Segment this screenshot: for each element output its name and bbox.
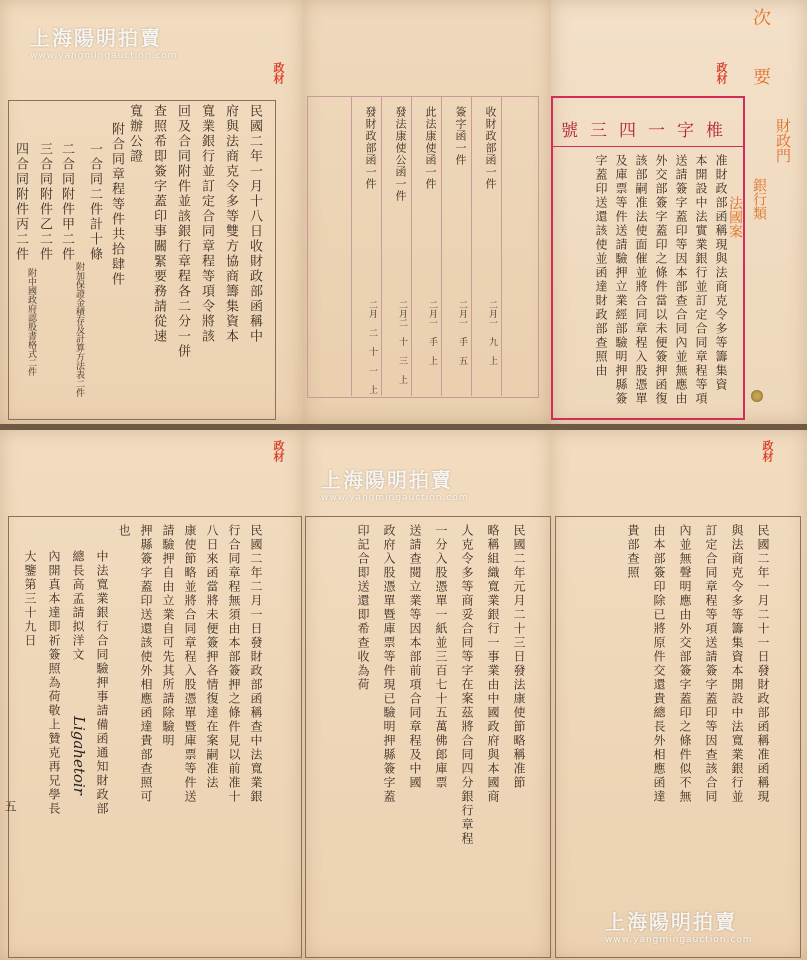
register-line — [411, 96, 412, 396]
priority-heading: 次 要 — [750, 8, 771, 95]
text-column: 送請查閱立業等因本部前項合同章程及中國 — [408, 524, 422, 790]
watermark-url: www.yangmingauction.com — [30, 51, 178, 61]
page-number: 五 — [3, 800, 17, 814]
watermark-text: 上海陽明拍賣 — [30, 26, 162, 50]
register-line — [501, 96, 502, 396]
register-entry: 收財政部函一件 — [484, 106, 497, 190]
text-column: 寬業銀行並訂定合同章程等項令將該 — [199, 104, 214, 344]
auction-watermark — [30, 22, 178, 61]
text-column: 一分入股憑單一紙並三百七十五萬佛郎庫票 — [434, 524, 448, 790]
text-column: 由本部簽印除已將原件交還貴總長外相應函達 — [652, 524, 666, 804]
text-column: 二合同附件甲二件 — [59, 142, 74, 262]
ruled-register-frame — [307, 96, 539, 398]
text-column: 字蓋印送還該使並函達財政部查照由 — [594, 154, 608, 378]
watermark-url: www.yangmingauction.com — [321, 493, 469, 503]
text-column: 押縣簽字蓋印送還該使外相應函達貴部查照可 — [139, 524, 153, 804]
text-column: 政府入股憑單暨庫票等件現已驗明押縣簽字蓋 — [382, 524, 396, 804]
red-seal-stamp: 政材 — [715, 62, 728, 84]
text-column: 總長高孟請拟洋文 — [71, 550, 85, 662]
page-top-left — [0, 0, 303, 424]
auction-watermark — [605, 906, 753, 945]
register-line — [381, 96, 382, 396]
red-seal-stamp: 政材 — [272, 62, 285, 84]
text-column: 送請簽字蓋印等因本部查合同內並無應由 — [674, 154, 688, 406]
page-bottom-right — [551, 430, 807, 960]
text-column: 准財政部函稱現與法商克令多等籌集資 — [714, 154, 728, 392]
text-column: 民國二年二月一日發財政部函稱查中法寬業銀 — [249, 524, 263, 804]
text-column: 康使節略並將合同章程入股憑單暨庫票等件送 — [183, 524, 197, 804]
text-column: 中法寬業銀行合同驗押事請備函通知財政部 — [95, 550, 109, 816]
register-entry: 簽字函一件 — [454, 106, 467, 166]
annotation-note: 附加保證金積存及計算方法表二件 — [74, 262, 84, 397]
text-column: 附合同章程等件共拾肆件 — [109, 122, 124, 287]
text-column: 內並無聲明應由外交部簽字蓋印之條件似不無 — [678, 524, 692, 804]
register-line — [471, 96, 472, 396]
department-label: 財政門 — [774, 118, 792, 163]
page-bottom-left — [0, 430, 303, 960]
text-column: 四合同附件丙二件 — [13, 142, 28, 262]
text-column: 民國二年一月十八日收財政部函稱中 — [247, 104, 262, 344]
text-column: 請驗押自由立業自可先其所請除驗明 — [161, 524, 175, 748]
text-column: 本開設中法實業銀行並訂定合同章程等項 — [694, 154, 708, 406]
register-date: 二月一 手 上 — [427, 300, 437, 365]
annotation-note: 附中國政府認股書格式二件 — [26, 268, 36, 376]
text-column: 回及合同附件並該銀行章程各二分一併 — [175, 104, 190, 359]
binding-nail — [751, 390, 763, 402]
text-column: 八日來函當將未便簽押各情復達在案嗣准法 — [205, 524, 219, 790]
handwritten-signature: Ligahetoir — [70, 716, 88, 795]
red-rule — [551, 146, 743, 147]
page-top-middle — [303, 0, 551, 424]
text-column: 外交部簽字蓋印之條件當以未便簽押函復 — [654, 154, 668, 406]
register-entry: 此法康使函一件 — [424, 106, 437, 190]
text-column: 查照希即簽字蓋印事關緊要務請從速 — [151, 104, 166, 344]
text-column: 民國二年元月二十三日發法康使節略稱准節 — [512, 524, 526, 790]
text-column: 貴部查照 — [626, 524, 640, 580]
text-column: 三合同附件乙二件 — [37, 142, 52, 262]
text-column: 大鑒第三十九日 — [23, 550, 37, 648]
register-date: 二月一 手 五 — [457, 300, 467, 365]
register-line — [351, 96, 352, 396]
red-seal-stamp: 政材 — [272, 440, 285, 462]
register-entry: 發法康使公函一件 — [394, 106, 407, 202]
register-entry: 發財政部函一件 — [364, 106, 377, 190]
text-column: 民國二年一月二十一日發財政部函稱准函稱現 — [756, 524, 770, 804]
text-column: 寬辦公證 — [127, 104, 142, 164]
text-column: 行合同章程無須由本部簽押之條件見以前准十 — [227, 524, 241, 804]
text-column: 與法商克令多等籌集資本開設中法寬業銀行並 — [730, 524, 744, 804]
register-date: 二月 二 十 一 上 — [367, 300, 377, 394]
text-column: 人克令多等商妥合同等字在案茲將合同四分銀行章程 — [460, 524, 474, 846]
text-column: 該部嗣准法使面催並將合同章程入股憑單 — [634, 154, 648, 406]
text-column: 訂定合同章程等項送請簽字蓋印等因查該合同 — [704, 524, 718, 804]
category-label: 銀行類 — [751, 178, 767, 220]
page-bottom-middle — [303, 430, 551, 960]
watermark-url: www.yangmingauction.com — [605, 935, 753, 945]
text-column: 內開真本達即祈簽照為荷敬上贊克再兄學長 — [47, 550, 61, 816]
text-column: 及庫票等件送請驗押立業經部驗明押縣簽 — [614, 154, 628, 406]
text-column: 印記合即送還即希查收為荷 — [356, 524, 370, 692]
register-line — [441, 96, 442, 396]
case-label: 法國案 — [727, 196, 743, 238]
watermark-text: 上海陽明拍賣 — [605, 910, 737, 934]
register-date: 二月二 十 三 上 — [397, 300, 407, 384]
text-column: 也 — [117, 524, 131, 538]
file-number-title: 號三四一字椎 — [561, 121, 735, 141]
text-column: 府與法商克令多等雙方協商籌集資本 — [223, 104, 238, 344]
register-date: 二月一 九 上 — [487, 300, 497, 365]
auction-watermark — [321, 464, 469, 503]
text-column: 略稱組織寬業銀行一事業由中國政府與本國商 — [486, 524, 500, 804]
watermark-text: 上海陽明拍賣 — [321, 468, 453, 492]
text-column: 一合同二件計十條 — [87, 142, 102, 262]
page-top-right — [551, 0, 807, 424]
red-seal-stamp: 政材 — [761, 440, 774, 462]
